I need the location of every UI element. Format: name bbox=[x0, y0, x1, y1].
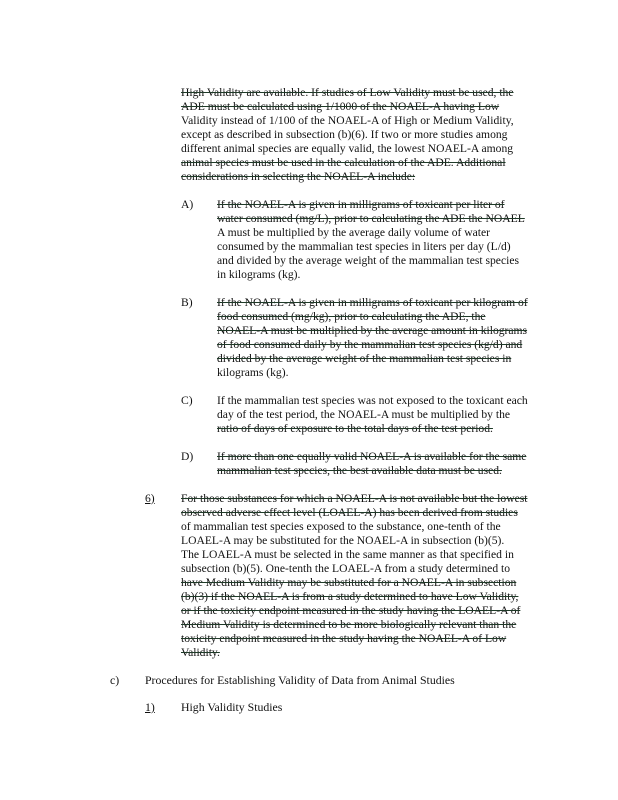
text-line bbox=[181, 170, 415, 184]
text-line bbox=[217, 268, 300, 282]
text-line bbox=[181, 548, 514, 562]
text-line bbox=[181, 100, 499, 114]
text-line bbox=[181, 156, 506, 170]
line-text: subsection (b)(5). One-tenth the LOAEL-A from a study determined to bbox=[181, 562, 511, 575]
line-text: ADE must be calculated using 1/1000 of the NOAEL-A having Low bbox=[181, 100, 500, 113]
text-line bbox=[181, 520, 501, 534]
line-text: Validity. bbox=[181, 646, 220, 659]
text-line bbox=[217, 310, 486, 324]
item-label: A) bbox=[181, 198, 194, 211]
section-label: c) bbox=[110, 673, 120, 687]
line-text: have Medium Validity may be substituted for a NOAEL-A in subsection bbox=[181, 576, 517, 589]
text-line bbox=[217, 366, 288, 380]
line-text: (b)(3) if the NOAEL-A is from a study determined to have Low Validity, bbox=[181, 590, 519, 603]
subsection-title: High Validity Studies bbox=[181, 700, 283, 714]
line-text: A must be multiplied by the average daily volume of water bbox=[217, 226, 491, 239]
item-label: D) bbox=[181, 450, 194, 463]
line-text: considerations in selecting the NOAEL-A include: bbox=[181, 170, 416, 183]
line-text: ratio of days of exposure to the total days of the test period. bbox=[217, 422, 493, 435]
line-text: The LOAEL-A must be selected in the same manner as that specified in bbox=[181, 548, 514, 561]
line-text: NOAEL-A must be multiplied by the average amount in kilograms bbox=[217, 324, 528, 337]
text-line bbox=[217, 240, 511, 254]
line-text: except as described in subsection (b)(6). If two or more studies among bbox=[181, 128, 508, 141]
text-line bbox=[181, 492, 527, 506]
line-text: Medium Validity is determined to be more biologically relevant than the bbox=[181, 618, 517, 631]
text-line bbox=[217, 394, 528, 408]
line-text: of food consumed daily by the mammalian test species (kg/d) and bbox=[217, 338, 523, 351]
line-text: day of the test period, the NOAEL-A must be multiplied by the bbox=[217, 408, 511, 421]
line-text: If the mammalian test species was not exposed to the toxicant each bbox=[217, 394, 528, 407]
text-line bbox=[181, 128, 507, 142]
text-line bbox=[181, 576, 516, 590]
text-line bbox=[217, 254, 519, 268]
line-text: food consumed (mg/kg), prior to calculating the ADE, the bbox=[217, 310, 486, 323]
line-text: consumed by the mammalian test species in liters per day (L/d) bbox=[217, 240, 511, 253]
line-text: observed adverse effect level (LOAEL-A) has been derived from studies bbox=[181, 506, 518, 519]
text-line bbox=[217, 198, 505, 212]
text-line bbox=[181, 534, 504, 548]
line-text: If the NOAEL-A is given in milligrams of toxicant per liter of bbox=[217, 198, 505, 211]
section-title: Procedures for Establishing Validity of Data from Animal Studies bbox=[145, 673, 455, 687]
text-line bbox=[217, 464, 502, 478]
line-text: toxicity endpoint measured in the study having the NOAEL-A of Low bbox=[181, 632, 507, 645]
text-line bbox=[181, 86, 514, 100]
text-line bbox=[217, 212, 525, 226]
text-line bbox=[181, 114, 514, 128]
line-text: mammalian test species, the best available data must be used. bbox=[217, 464, 502, 477]
text-line bbox=[217, 338, 522, 352]
text-line bbox=[181, 506, 518, 520]
item-label: B) bbox=[181, 296, 193, 309]
line-text: If more than one equally valid NOAEL-A is available for the same bbox=[217, 450, 527, 463]
text-line bbox=[217, 324, 527, 338]
subsection-label: 1) bbox=[145, 700, 155, 714]
line-text: LOAEL-A may be substituted for the NOAEL-A in subsection (b)(5). bbox=[181, 534, 505, 547]
line-text: or if the toxicity endpoint measured in the study having the LOAEL-A of bbox=[181, 604, 521, 617]
line-text: High Validity are available. If studies of Low Validity must be used, the bbox=[181, 86, 514, 99]
text-line bbox=[217, 422, 493, 436]
line-text: If the NOAEL-A is given in milligrams of toxicant per kilogram of bbox=[217, 296, 528, 309]
text-line bbox=[217, 226, 490, 240]
line-text: For those substances for which a NOAEL-A is not available but the lowest bbox=[181, 492, 528, 505]
line-text: animal species must be used in the calculation of the ADE. Additional bbox=[181, 156, 506, 169]
line-text: in kilograms (kg). bbox=[217, 268, 301, 281]
text-line bbox=[181, 590, 518, 604]
line-text: kilograms (kg). bbox=[217, 366, 289, 379]
line-text: Validity instead of 1/100 of the NOAEL-A of High or Medium Validity, bbox=[181, 114, 514, 127]
line-text: and divided by the average weight of the mammalian test species bbox=[217, 254, 519, 267]
text-line bbox=[181, 142, 513, 156]
line-text: different animal species are equally valid, the lowest NOAEL-A among bbox=[181, 142, 514, 155]
line-text: water consumed (mg/L), prior to calculating the ADE the NOAEL bbox=[217, 212, 525, 225]
text-line bbox=[181, 632, 506, 646]
text-line bbox=[181, 618, 516, 632]
line-text: divided by the average weight of the mammalian test species in bbox=[217, 352, 512, 365]
line-text: of mammalian test species exposed to the substance, one-tenth of the bbox=[181, 520, 501, 533]
text-line bbox=[217, 450, 526, 464]
text-line bbox=[217, 296, 528, 310]
text-line bbox=[217, 408, 510, 422]
item-label: C) bbox=[181, 394, 193, 407]
text-line bbox=[181, 604, 520, 618]
text-line bbox=[217, 352, 511, 366]
text-line bbox=[181, 562, 510, 576]
paragraph-label: 6) bbox=[145, 492, 155, 505]
text-line bbox=[181, 646, 220, 660]
